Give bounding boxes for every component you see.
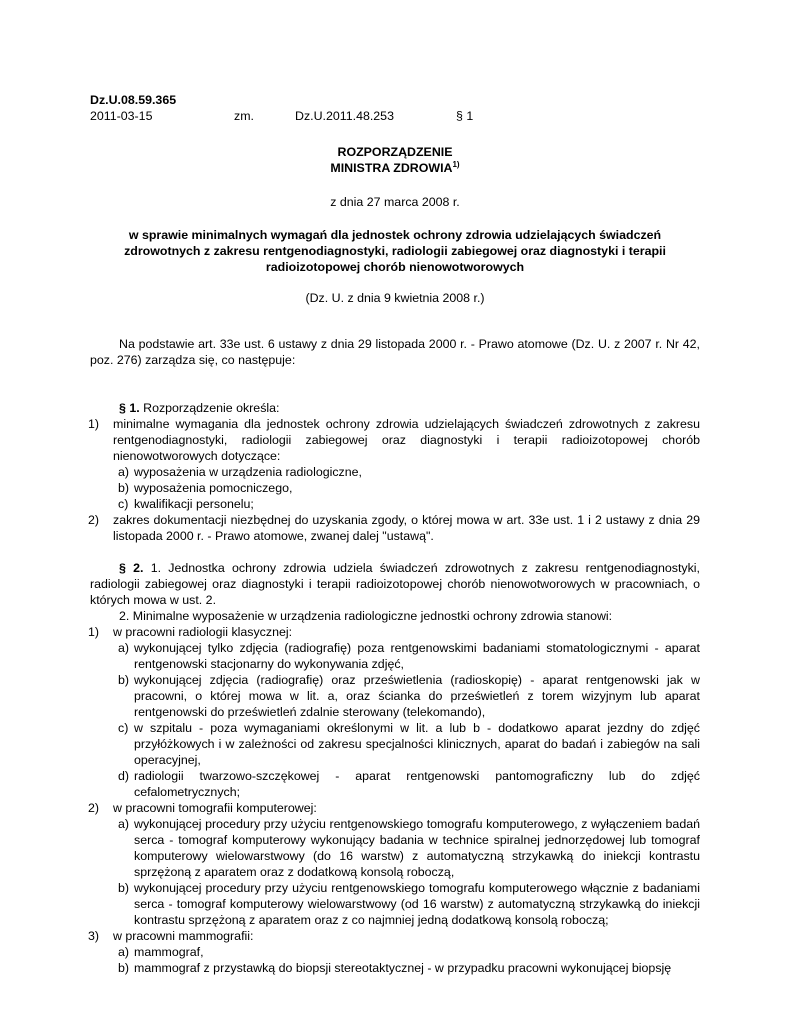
- list-item: [90, 928, 700, 944]
- list-item-text: w pracowni tomografii komputerowej:: [113, 801, 317, 815]
- list-subitem: [90, 640, 700, 672]
- section-2-paragraph-1: [90, 560, 700, 608]
- amendment-reference[interactable]: Dz.U.2011.48.253: [295, 109, 394, 123]
- act-title: [90, 144, 700, 176]
- section-1-mark: § 1.: [119, 401, 140, 415]
- act-title-line2: [90, 160, 700, 176]
- section-1-intro-text: Rozporządzenie określa:: [139, 401, 280, 415]
- list-subitem: [90, 944, 700, 960]
- amendment-date: 2011-03-15: [90, 109, 153, 123]
- list-subitem-letter: d): [118, 769, 130, 783]
- list-subitem: [90, 480, 700, 496]
- list-subitem-letter: c): [118, 497, 129, 511]
- list-subitem-text: mammograf z przystawką do biopsji stereotaktycznej - w przypadku pracowni wykonującej biopsję: [134, 961, 672, 975]
- list-subitem-text: kwalifikacji personelu;: [134, 497, 254, 511]
- list-item-text: w pracowni radiologii klasycznej:: [113, 625, 293, 639]
- section-1-intro: [90, 400, 700, 416]
- list-item-number: 3): [88, 929, 100, 943]
- list-subitem-text: w szpitalu - poza wymaganiami określonymi w lit. a lub b - dodatkowo aparat jezdny do zdjęć przyłóżkowych i w zależności od zakresu specjalności klinicznych, aparat do badań i zabiegów na sali operacyjnej,: [134, 721, 700, 767]
- section-2-paragraph-2: 2. Minimalne wyposażenie w urządzenia radiologiczne jednostki ochrony zdrowia stanowi:: [119, 609, 613, 623]
- list-subitem: [90, 464, 700, 480]
- list-item: [90, 512, 700, 544]
- act-title-ministry: MINISTRA ZDROWIA: [330, 161, 453, 175]
- amendment-section: § 1: [456, 109, 474, 123]
- list-item-number: 1): [88, 625, 100, 639]
- list-subitem-letter: c): [118, 721, 129, 735]
- list-item-number: 1): [88, 417, 100, 431]
- list-subitem-letter: a): [118, 817, 130, 831]
- act-date: z dnia 27 marca 2008 r.: [330, 195, 460, 209]
- list-subitem-text: wykonującej procedury przy użyciu rentgenowskiego tomografu komputerowego, z wyłączeniem badań serca - tomograf komputerowy wykonujący badania w technice spiralnej jednorzędowej lub tomograf komputerowy wielowarstwowy (do 16 warstw) z automatyczną strzykawką do iniekcji kontrastu sprzężoną z aparatem oraz z dodatkową konsolą roboczą,: [134, 817, 700, 879]
- list-subitem-text: mammograf,: [134, 945, 204, 959]
- list-item: [90, 800, 700, 816]
- list-subitem: [90, 960, 700, 976]
- list-item: [90, 416, 700, 464]
- list-subitem: [90, 768, 700, 800]
- list-subitem-letter: b): [118, 881, 130, 895]
- section-2-paragraph-1-text: 1. Jednostka ochrony zdrowia udziela świadczeń zdrowotnych z zakresu rentgenodiagnostyki, radiologii zabiegowej oraz diagnostyki i terapii radioizotopowej chorób nienowotworowych w pracowniach, o których mowa w ust. 2.: [90, 561, 701, 607]
- list-subitem: [90, 496, 700, 512]
- list-subitem-letter: a): [118, 641, 130, 655]
- list-item-number: 2): [88, 513, 100, 527]
- section-2-mark: § 2.: [119, 561, 144, 575]
- publication-reference: (Dz. U. z dnia 9 kwietnia 2008 r.): [305, 291, 485, 305]
- list-subitem-text: wykonującej procedury przy użyciu rentgenowskiego tomografu komputerowego włącznie z badaniami serca - tomograf komputerowy wielowarstwowy (od 16 warstw) z automatyczną strzykawką do iniekcji kontrastu sprzężoną z aparatem oraz z co najmniej jedną dodatkową konsolą roboczą;: [134, 881, 700, 927]
- legal-basis: Na podstawie art. 33e ust. 6 ustawy z dnia 29 listopada 2000 r. - Prawo atomowe (Dz. U. z 2007 r. Nr 42, poz. 276) zarządza się, co następuje:: [90, 337, 700, 367]
- list-subitem-text: wyposażenia pomocniczego,: [134, 481, 293, 495]
- list-subitem: [90, 720, 700, 768]
- list-subitem-text: wykonującej zdjęcia (radiografię) oraz prześwietlenia (radioskopię) - aparat rentgenowski jak w pracowni, o której mowa w lit. a, oraz ścianka do prześwietleń z torem wizyjnym lub aparat rentgenowski do prześwietleń zdalnie sterowany (telekomando),: [134, 673, 700, 719]
- list-subitem-letter: b): [118, 673, 130, 687]
- list-subitem-text: wyposażenia w urządzenia radiologiczne,: [134, 465, 362, 479]
- list-subitem-letter: a): [118, 465, 130, 479]
- list-subitem-letter: b): [118, 961, 130, 975]
- list-item-text: minimalne wymagania dla jednostek ochrony zdrowia udzielających świadczeń zdrowotnych z zakresu rentgenodiagnostyki, radiologii zabiegowej oraz diagnostyki i terapii radioizotopowej chorób nienowotworowych dotyczące:: [113, 417, 700, 463]
- section-2: [90, 560, 700, 976]
- list-subitem: [90, 816, 700, 880]
- amendment-label: zm.: [234, 109, 254, 123]
- list-subitem: [90, 672, 700, 720]
- list-subitem-text: wykonującej tylko zdjęcia (radiografię) poza rentgenowskimi badaniami stomatologicznymi - aparat rentgenowski stacjonarny do wykonywania zdjęć,: [134, 641, 700, 671]
- act-subject: w sprawie minimalnych wymagań dla jednostek ochrony zdrowia udzielających świadczeń zdrowotnych z zakresu rentgenodiagnostyki, radiologii zabiegowej oraz diagnostyki i terapii radioizotopowej chorób nienowotworowych: [124, 228, 666, 274]
- footnote-mark[interactable]: 1): [452, 159, 460, 169]
- amendment-row: [90, 108, 700, 124]
- list-item: [90, 624, 700, 640]
- list-item-number: 2): [88, 801, 100, 815]
- document-id: Dz.U.08.59.365: [90, 93, 177, 107]
- section-1: [90, 400, 700, 544]
- list-subitem-letter: a): [118, 945, 130, 959]
- list-item-text: w pracowni mammografii:: [113, 929, 254, 943]
- list-item-text: zakres dokumentacji niezbędnej do uzyskania zgody, o której mowa w art. 33e ust. 1 i 2 ustawy z dnia 29 listopada 2000 r. - Prawo atomowe, zwanej dalej "ustawą".: [113, 513, 700, 543]
- document-page: [90, 92, 700, 976]
- act-title-line1: ROZPORZĄDZENIE: [337, 145, 453, 159]
- list-subitem-text: radiologii twarzowo-szczękowej - aparat rentgenowski pantomograficzny lub do zdjęć cefalometrycznych;: [134, 769, 700, 799]
- list-subitem-letter: b): [118, 481, 130, 495]
- list-subitem: [90, 880, 700, 928]
